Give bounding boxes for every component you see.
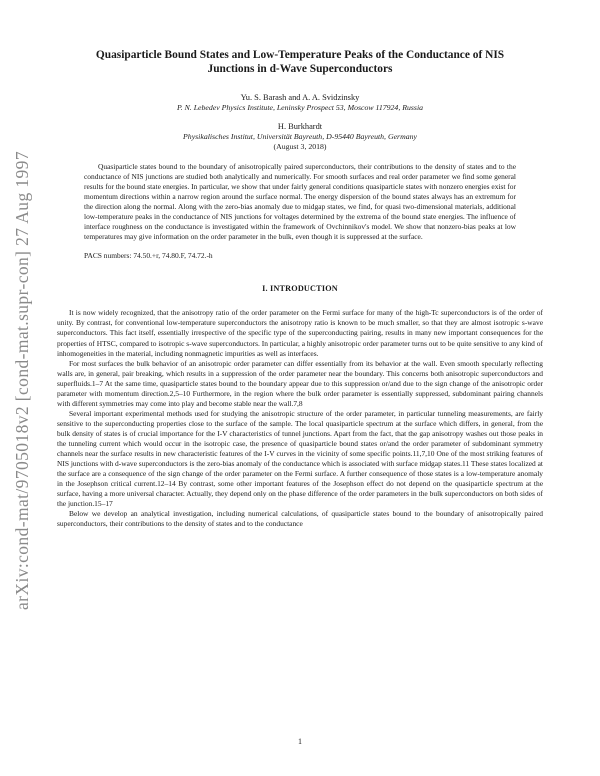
affiliation-1: P. N. Lebedev Physics Institute, Leninsky Prospect 53, Moscow 117924, Russia [176, 103, 424, 112]
affiliation-2: Physikalisches Institut, Universität Bayreuth, D-95440 Bayreuth, Germany [183, 132, 417, 141]
authors-group-2: H. Burkhardt [277, 122, 323, 131]
paper-page [57, 48, 543, 529]
title-line-2: Junctions in d-Wave Superconductors [207, 63, 393, 75]
title-line-1: Quasiparticle Bound States and Low-Temperature Peaks of the Conductance of NIS [95, 49, 505, 61]
arxiv-identifier-text: arXiv:cond-mat/9705018v2 [cond-mat.supr-con] 27 Aug 1997 [11, 150, 32, 610]
authors-group-1: Yu. S. Barash and A. A. Svidzinsky [240, 93, 360, 102]
body-paragraph: Below we develop an analytical investigation, including numerical calculations, of quasiparticle states bound to the boundary of anisotropically paired superconductors, their contributions to the density of states and to the conductance [57, 509, 543, 529]
body-paragraph: It is now widely recognized, that the anisotropy ratio of the order parameter on the Fermi surface for many of the high-Tc superconductors is of the order of unity. By contrast, for conventional low-temperature superconductors the anisotropy ratio is known to be much smaller, so that they are almost isotropic s-wave superconductors. This fact itself, essentially irrespective of the specific type of the superconducting pairing, results in many new important consequences for the properties of HTSC, compared to isotropic s-wave superconductors. In particular, a highly anisotropic order parameter turns out to be quite sensitive to any kind of inhomogeneities in the material, including nonmagnetic impurities as well as interfaces. [57, 308, 543, 358]
body-paragraph: Several important experimental methods used for studying the anisotropic structure of the order parameter, in particular tunneling measurements, are fairly sensitive to the superconducting properties close to the surface of the sample. The local quasiparticle spectrum at the surface which differs, in general, from the bulk density of states is of crucial importance for the I-V characteristics of tunnel junctions. Apart from the fact, that the gap anisotropy washes out those peaks in the tunneling current which would occur in the isotropic case, the presence of quasiparticle bound states or/and the order parameter of subdominant symmetry channels near the surface results in new characteristic features of the I-V curves in the vicinity of some specific points.11,7,10 One of the most striking features of NIS junctions with d-wave superconductors is the zero-bias anomaly of the conductance which is associated with surface midgap states.11 These states localized at the surface are a consequence of the sign change of the order parameter on the Fermi surface. A further consequence of those states is a low-temperature anomaly in the Josephson critical current.12–14 By contrast, some other important features of the Josephson effect do not depend on the quasiparticle spectrum at the surface, having a more universal character. Actually, they depend only on the phase difference of the order parameters in the bulk superconductors on both sides of the junction.15–17 [57, 408, 543, 509]
pacs-numbers: PACS numbers: 74.50.+r, 74.80.F, 74.72.-h [84, 251, 213, 261]
date: (August 3, 2018) [273, 142, 327, 151]
abstract: Quasiparticle states bound to the boundary of anisotropically paired superconductors, their contributions to the density of states and to the conductance of NIS junctions are studied both analytically and numerically. For smooth surfaces and real order parameter we find some general results for the bound state energies. In particular, we show that under fairly general conditions quasiparticle states with nonzero energies exist for momentum directions within a narrow region around the surface normal. The energy dispersion of the bound states always has an extremum for the direction along the normal. Along with the zero-bias anomaly due to midgap states, we find, for quasi two-dimensional materials, additional low-temperature peaks in the conductance of NIS junctions for voltages determined by the extrema of the bound state energies. The influence of interface roughness on the conductance is investigated within the framework of Ovchinnikov's model. We show that nonzero-bias peaks at low temperatures may give information on the order parameter in the bulk, even though it is suppressed at the surface. [84, 162, 516, 242]
section-heading: I. INTRODUCTION [262, 284, 338, 294]
paper-title [57, 48, 543, 76]
page-number: 1 [298, 737, 302, 746]
arxiv-identifier [8, 120, 36, 640]
body-paragraph: For most surfaces the bulk behavior of an anisotropic order parameter can differ essentially from its behavior at the wall. Even smooth specularly reflecting walls are, in general, pair breaking, which results in a suppression of the order parameter near the boundary. This concerns both anisotropic superconductors and superfluids.1–7 At the same time, quasiparticle states bound to the boundary appear due to this suppression or/and due to the sign change of the anisotropic order parameter with momentum direction.2,5–10 Furthermore, in the region where the bulk order parameter is essentially suppressed, subdominant pairing channels with different symmetries may come into play and become stable near the wall.7,8 [57, 358, 543, 408]
